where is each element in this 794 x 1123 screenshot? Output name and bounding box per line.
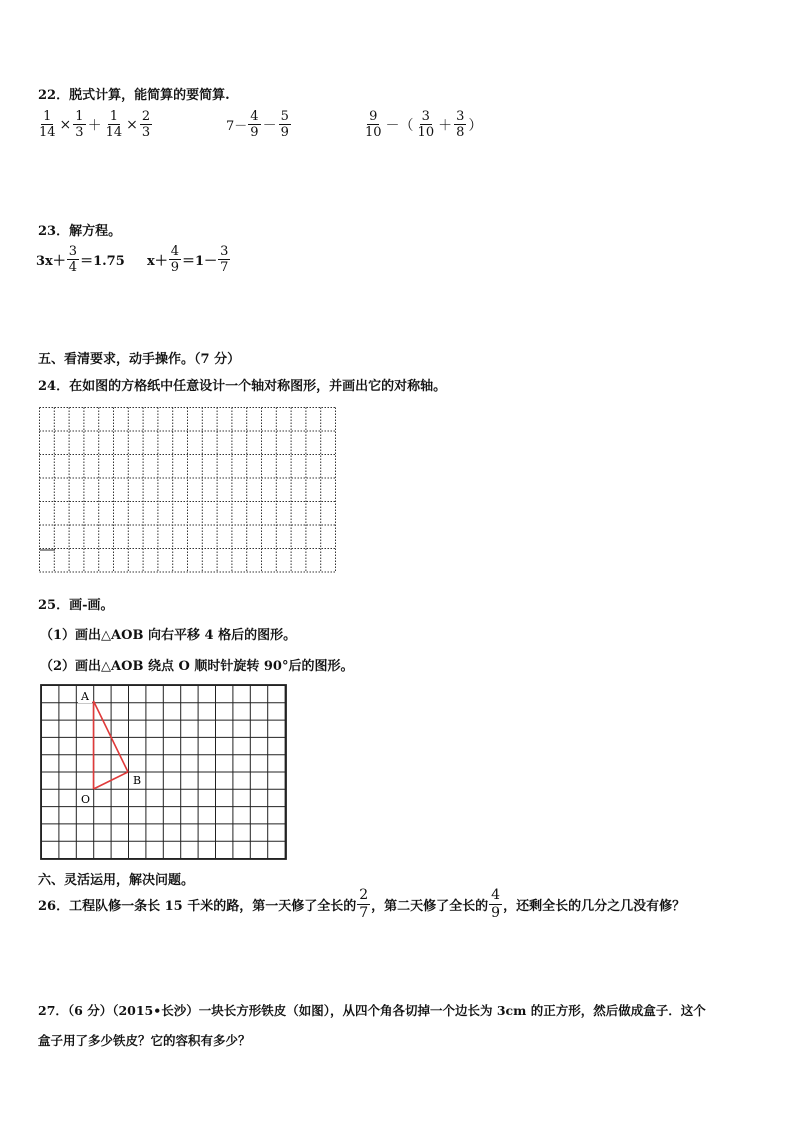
section-5-heading: 五、看清要求，动手操作。（7 分） xyxy=(38,352,241,367)
fraction: $\frac{9}{10}$ xyxy=(365,109,382,140)
q22-label: 22．脱式计算，能简算的要简算. xyxy=(38,88,230,103)
q27-line-2: 盒子用了多少铁皮？它的容积有多少？ xyxy=(38,1033,251,1048)
fraction: $\frac{1}{14}$ xyxy=(39,109,56,140)
fraction: $\frac{2}{7}$ xyxy=(359,887,369,921)
fraction: $\frac{3}{8}$ xyxy=(456,109,465,140)
q23-equation-2: x＋ $\frac{4}{9}$ ＝1－ $\frac{3}{7}$ xyxy=(147,244,229,275)
fraction: $\frac{3}{4}$ xyxy=(68,244,78,275)
section-6-heading: 六、灵活运用，解决问题。 xyxy=(38,873,195,888)
q22-expression-2: 7－ $\frac{4}{9}$ － $\frac{5}{9}$ xyxy=(226,109,289,140)
fraction: $\frac{3}{10}$ xyxy=(417,109,435,140)
q25-grid[interactable] xyxy=(40,684,289,862)
q23-label: 23．解方程。 xyxy=(38,224,122,239)
fraction: $\frac{1}{14}$ xyxy=(105,109,123,140)
q27-line-1: 27．（6 分）（2015•长沙）一块长方形铁皮（如图），从四个角各切掉一个边长为 3cm 的正方形，然后做成盒子．这个 xyxy=(38,1003,706,1018)
q25-sub-1: （1）画出△AOB 向右平移 4 格后的图形。 xyxy=(40,628,297,643)
q26-text: 26．工程队修一条长 15 千米的路，第一天修了全长的 $\frac{2}{7}$ ，第二天修了全长的 $\frac{4}{9}$ ，还剩全长的几分之几没有修？ xyxy=(38,887,686,921)
q24-dotted-grid[interactable] xyxy=(38,406,340,576)
q25-label: 25．画-画。 xyxy=(38,598,114,613)
q22-expression-3: $\frac{9}{10}$ －（ $\frac{3}{10}$ ＋ $\frac{3}{8}$ ） xyxy=(365,109,483,140)
fraction: $\frac{4}{9}$ xyxy=(250,109,259,140)
point-a-label: A xyxy=(81,690,89,703)
fraction: $\frac{1}{3}$ xyxy=(75,109,84,140)
q23-equation-1: 3x＋ $\frac{3}{4}$ ＝1.75 xyxy=(36,244,125,275)
point-o-label: O xyxy=(81,793,91,806)
q24-label: 24．在如图的方格纸中任意设计一个轴对称图形，并画出它的对称轴。 xyxy=(38,379,447,394)
q25-sub-2: （2）画出△AOB 绕点 O 顺时针旋转 90°后的图形。 xyxy=(40,659,354,674)
q22-expression-1: $\frac{1}{14}$ × $\frac{1}{3}$ ＋ $\frac{1}{14}$ × $\frac{2}{3}$ xyxy=(39,109,151,140)
fraction: $\frac{3}{7}$ xyxy=(220,244,229,275)
fraction: $\frac{2}{3}$ xyxy=(141,109,151,140)
fraction: $\frac{4}{9}$ xyxy=(491,887,501,921)
fraction: $\frac{5}{9}$ xyxy=(280,109,289,140)
point-b-label: B xyxy=(133,774,142,787)
fraction: $\frac{4}{9}$ xyxy=(170,244,180,275)
